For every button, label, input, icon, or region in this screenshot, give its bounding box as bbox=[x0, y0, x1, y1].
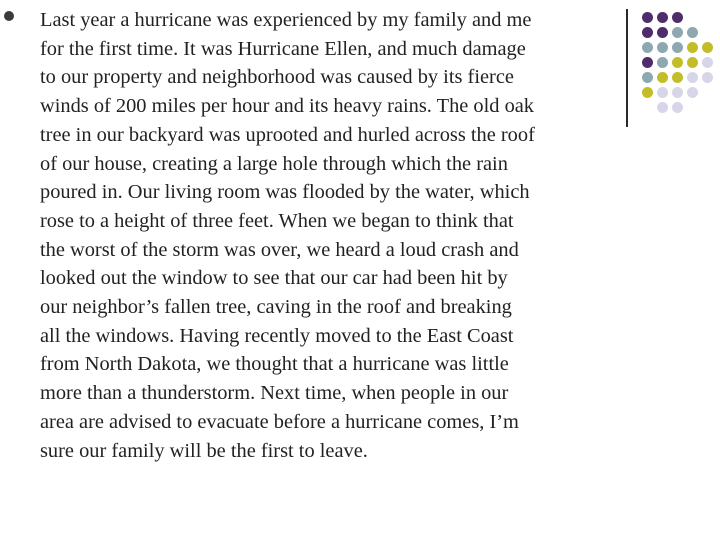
paragraph-line: for the first time. It was Hurricane Ellen, and much damage bbox=[40, 37, 526, 60]
decorative-dot bbox=[642, 27, 653, 38]
decorative-dot bbox=[672, 42, 683, 53]
decorative-dot bbox=[657, 102, 668, 113]
decorative-dot bbox=[642, 12, 653, 23]
decorative-dot bbox=[672, 57, 683, 68]
paragraph-line: to our property and neighborhood was caused by its fierce bbox=[40, 66, 514, 89]
paragraph-line: winds of 200 miles per hour and its heavy rains. The old oak bbox=[40, 95, 535, 118]
decorative-dot bbox=[657, 57, 668, 68]
paragraph-line: looked out the window to see that our car had been hit by bbox=[40, 267, 508, 290]
decorative-dot bbox=[702, 42, 713, 53]
decorative-dot bbox=[687, 87, 698, 98]
paragraph-line: sure our family will be the first to leave. bbox=[40, 439, 368, 462]
decorative-dot bbox=[702, 57, 713, 68]
paragraph-line: all the windows. Having recently moved to the East Coast bbox=[40, 324, 514, 347]
decorative-dot bbox=[642, 87, 653, 98]
paragraph-line: area are advised to evacuate before a hurricane comes, I’m bbox=[40, 410, 519, 433]
decorative-dot bbox=[657, 87, 668, 98]
decorative-dot bbox=[687, 72, 698, 83]
decorative-dot bbox=[642, 42, 653, 53]
paragraph-line: tree in our backyard was uprooted and hurled across the roof bbox=[40, 123, 535, 146]
decorative-dot bbox=[672, 12, 683, 23]
paragraph-line: from North Dakota, we thought that a hurricane was little bbox=[40, 353, 509, 376]
decorative-dot bbox=[657, 27, 668, 38]
vertical-divider bbox=[626, 9, 628, 127]
decorative-dot bbox=[657, 42, 668, 53]
bullet-icon bbox=[4, 11, 14, 21]
decorative-dot bbox=[672, 102, 683, 113]
paragraph-line: the worst of the storm was over, we heard a loud crash and bbox=[40, 238, 519, 261]
paragraph-line: our neighbor’s fallen tree, caving in the roof and breaking bbox=[40, 296, 512, 319]
paragraph-line: Last year a hurricane was experienced by my family and me bbox=[40, 9, 532, 31]
decorative-dot bbox=[672, 87, 683, 98]
decorative-dot-grid bbox=[638, 0, 720, 120]
story-paragraph bbox=[40, 6, 626, 465]
decorative-dot bbox=[642, 57, 653, 68]
decorative-dot bbox=[672, 27, 683, 38]
paragraph-line: rose to a height of three feet. When we began to think that bbox=[40, 209, 514, 232]
decorative-dot bbox=[657, 72, 668, 83]
paragraph-line: of our house, creating a large hole through which the rain bbox=[40, 152, 508, 175]
decorative-dot bbox=[702, 72, 713, 83]
decorative-dot bbox=[642, 72, 653, 83]
decorative-dot bbox=[687, 42, 698, 53]
decorative-dot bbox=[657, 12, 668, 23]
paragraph-line: poured in. Our living room was flooded by the water, which bbox=[40, 181, 530, 204]
decorative-dot bbox=[687, 27, 698, 38]
paragraph-line: more than a thunderstorm. Next time, when people in our bbox=[40, 382, 509, 405]
decorative-dot bbox=[687, 57, 698, 68]
decorative-dot bbox=[672, 72, 683, 83]
